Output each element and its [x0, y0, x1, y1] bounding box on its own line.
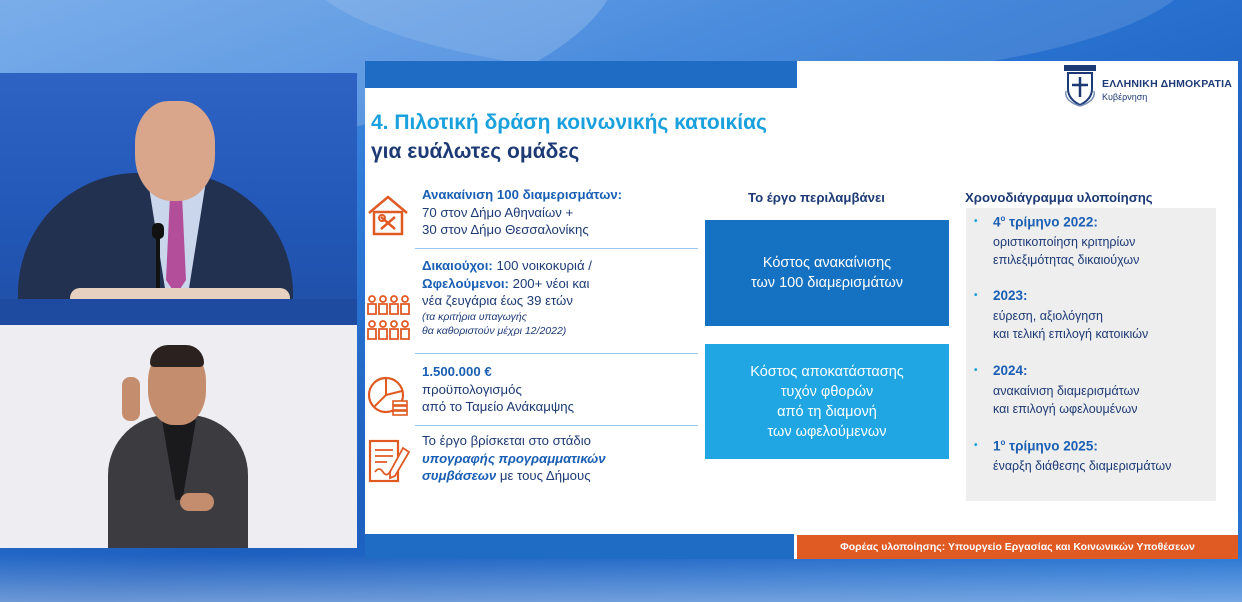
speaker-video: [0, 73, 357, 325]
implementing-body-footer: Φορέας υλοποίησης: Υπουργείο Εργασίας και Κοινωνικών Υποθέσεων: [797, 535, 1238, 559]
slide-subtitle: για ευάλωτες ομάδες: [371, 140, 580, 163]
list-item: [365, 183, 698, 248]
row-divider: [415, 248, 698, 249]
includes-heading: Το έργο περιλαμβάνει: [748, 190, 885, 205]
row-divider: [415, 425, 698, 426]
item-text: Το έργο βρίσκεται στο στάδιο υπογραφής προγραμματικών συμβάσεων με τους Δήμους: [422, 433, 606, 483]
slide-top-bar: [365, 61, 797, 88]
timeline: • $4^o$ τρίμηνο 2022: οριστικοποίηση κριτηρίων επιλεξιμότητας δικαιούχων • 2023: εύρεση, αξιολόγηση και τελική επιλογή κατοικιών • 2024: ανακαίνιση διαμερισμάτων και επιλογή ωφελουμένων • $1^o$ τρίμηνο 2025: έναρξη διάθεσης διαμερισμάτων: [966, 208, 1216, 501]
timeline-heading: Χρονοδιάγραμμα υλοποίησης: [965, 190, 1153, 205]
list-item: [365, 359, 698, 423]
government-logo: [1062, 65, 1238, 109]
budget-pie-icon: [365, 371, 413, 419]
list-item: [365, 431, 698, 491]
interpreter-hand: [122, 377, 140, 421]
background-fade: [0, 554, 1242, 602]
podium-desk: [0, 299, 357, 325]
presentation-slide: [365, 61, 1238, 559]
slide-title: 4. Πιλοτική δράση κοινωνικής κατοικίας: [371, 111, 767, 134]
row-divider: [415, 353, 698, 354]
speaker-head: [135, 101, 215, 201]
interpreter-hand: [180, 493, 214, 511]
item-text: 1.500.000 € προϋπολογισμός από το Ταμείο Ανάκαμψης: [422, 364, 574, 414]
government-name: ΕΛΛΗΝΙΚΗ ΔΗΜΟΚΡΑΤΙΑ: [1102, 78, 1233, 90]
item-text: Δικαιούχοι: 100 νοικοκυριά / Ωφελούμενοι: 200+ νέοι και νέα ζευγάρια έως 39 ετών (τα κριτήρια υπαγωγής θα καθοριστούν μέχρι 12/2022): [422, 258, 592, 337]
cost-box-renovation: Κόστος ανακαίνισης των 100 διαμερισμάτων: [705, 220, 949, 326]
government-subtitle: Κυβέρνηση: [1102, 92, 1148, 102]
house-tools-icon: [365, 193, 413, 237]
slide-bottom-bar: [365, 534, 794, 559]
interpreter-hair: [150, 345, 204, 367]
greek-emblem-icon: [1062, 65, 1098, 107]
sign-language-interpreter-video: [0, 325, 357, 548]
cost-box-restoration: Κόστος αποκατάστασης τυχόν φθορών από τη διαμονή των ωφελούμενων: [705, 344, 949, 459]
families-icon: [365, 294, 413, 346]
contract-pen-icon: [365, 438, 413, 486]
item-text: Ανακαίνιση 100 διαμερισμάτων: 70 στον Δήμο Αθηναίων + 30 στον Δήμο Θεσσαλονίκης: [422, 187, 623, 237]
list-item: [365, 254, 698, 351]
